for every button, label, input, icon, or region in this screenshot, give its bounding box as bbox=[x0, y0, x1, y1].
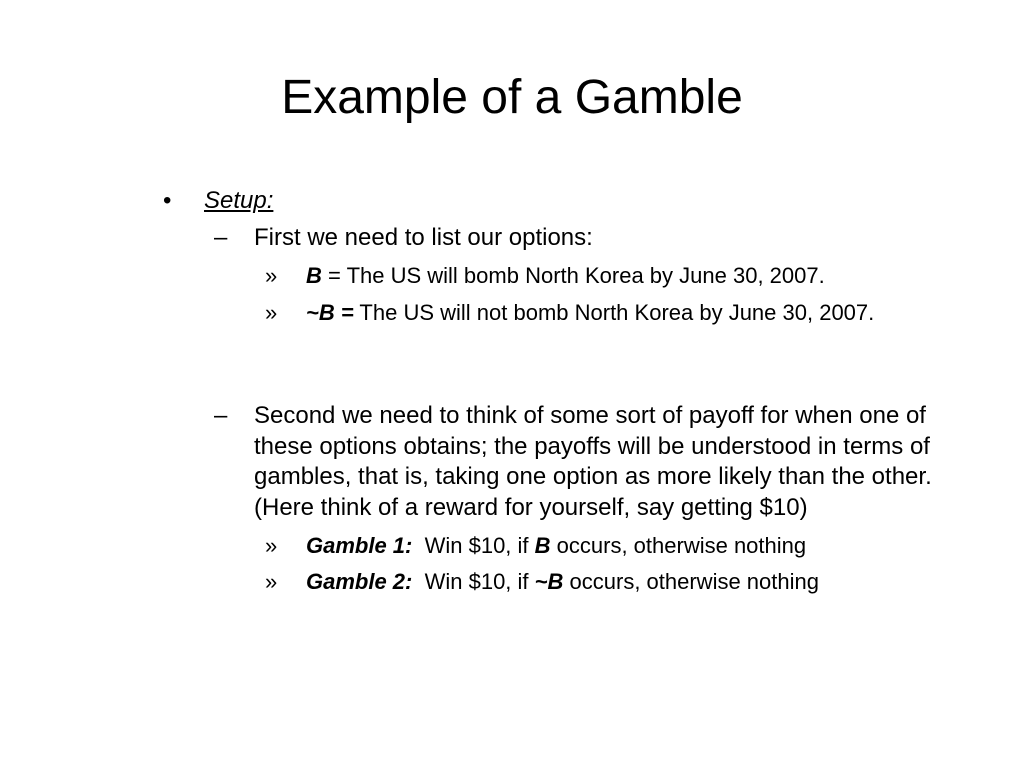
option-not-b-term: ~B = bbox=[306, 300, 354, 325]
raquo-marker: » bbox=[265, 263, 278, 288]
gamble-1-post: occurs, otherwise nothing bbox=[550, 533, 807, 558]
dash-marker: – bbox=[214, 402, 228, 429]
option-not-b-text bbox=[306, 297, 885, 328]
options-intro-text: First we need to list our options: bbox=[254, 224, 593, 251]
gamble-1-item bbox=[265, 530, 925, 561]
option-not-b-item bbox=[265, 297, 885, 328]
option-b-item bbox=[265, 260, 925, 291]
gamble-2-term: ~B bbox=[534, 569, 564, 594]
slide-title: Example of a Gamble bbox=[281, 71, 743, 124]
gamble-1-term: B bbox=[534, 533, 551, 558]
raquo-marker: » bbox=[265, 300, 278, 325]
option-b-term: B bbox=[306, 263, 322, 288]
gamble-2-pre: Win $10, if bbox=[412, 569, 535, 594]
raquo-marker: » bbox=[265, 533, 278, 558]
gamble-1-pre: Win $10, if bbox=[412, 533, 535, 558]
gamble-2-label: Gamble 2: bbox=[306, 569, 413, 594]
gamble-1-label: Gamble 1: bbox=[306, 533, 413, 558]
payoff-list-item bbox=[214, 401, 984, 523]
gamble-1-text bbox=[306, 530, 925, 561]
gamble-2-item bbox=[265, 566, 925, 597]
raquo-marker: » bbox=[265, 569, 278, 594]
gamble-2-post: occurs, otherwise nothing bbox=[563, 569, 819, 594]
dash-marker: – bbox=[214, 224, 228, 251]
setup-label: Setup: bbox=[204, 187, 274, 214]
option-not-b-description: The US will not bomb North Korea by June 30, 2007. bbox=[359, 300, 875, 325]
options-list-item bbox=[214, 223, 984, 254]
payoff-text: Second we need to think of some sort of payoff for when one of these options obtains; the payoffs will be understood in terms of gambles, that is, taking one option as more likely than the other. (Here think of a reward for yourself, say getting $10) bbox=[254, 402, 932, 521]
option-b-connector: = bbox=[321, 263, 347, 288]
option-b-description: The US will bomb North Korea by June 30, 2007. bbox=[346, 263, 825, 288]
bullet-marker: • bbox=[163, 187, 172, 214]
gamble-2-text bbox=[306, 566, 925, 597]
option-b-text bbox=[306, 260, 925, 291]
